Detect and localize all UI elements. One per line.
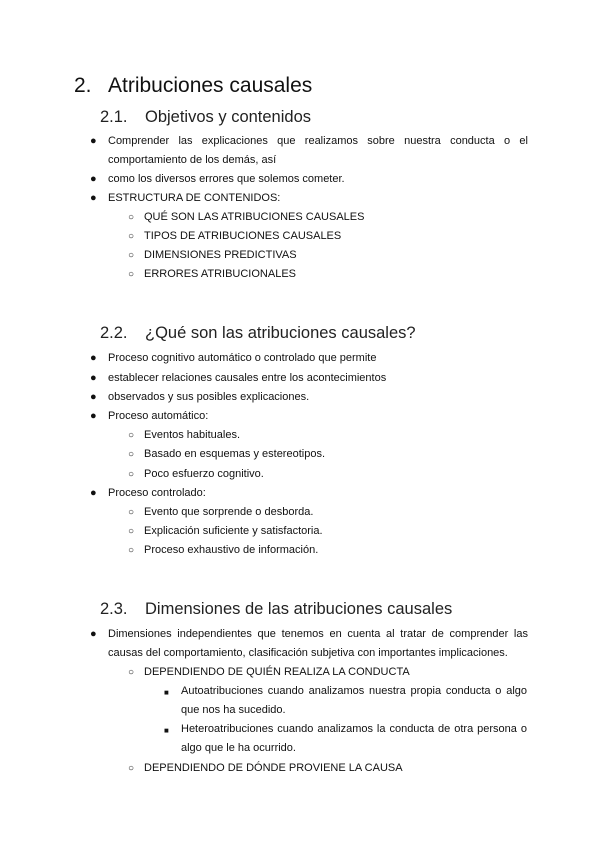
subsection-number: 2.1.: [100, 108, 128, 126]
sublist-item: Eventos habituales.: [144, 429, 241, 441]
subsublist-item: Autoatribuciones cuando analizamos nuestra propia conducta o algo: [181, 685, 527, 697]
circle-bullet-icon: ○: [128, 469, 135, 480]
section-heading: [74, 72, 312, 100]
circle-bullet-icon: ○: [128, 526, 135, 537]
circle-bullet-icon: ○: [128, 430, 135, 441]
list-item: Proceso automático:: [108, 410, 209, 422]
square-bullet-icon: ■: [164, 726, 169, 735]
list-item: Proceso controlado:: [108, 487, 206, 499]
list-item-continuation: comportamiento de los demás, así: [108, 154, 277, 166]
circle-bullet-icon: ○: [128, 250, 135, 261]
sublist-item: Basado en esquemas y estereotipos.: [144, 448, 326, 460]
subsection-heading-objetivos: [100, 106, 311, 128]
circle-bullet-icon: ○: [128, 667, 135, 678]
bullet-icon: ●: [90, 410, 97, 422]
subsection-number: 2.2.: [100, 324, 128, 342]
bullet-icon: ●: [90, 352, 97, 364]
circle-bullet-icon: ○: [128, 449, 135, 460]
subsublist-item-continuation: que nos ha sucedido.: [181, 704, 286, 716]
list-item: como los diversos errores que solemos cometer.: [108, 173, 345, 185]
list-item: Comprender las explicaciones que realizamos sobre nuestra conducta o el: [108, 135, 528, 147]
circle-bullet-icon: ○: [128, 763, 135, 774]
list-item: Proceso cognitivo automático o controlado que permite: [108, 352, 377, 364]
subsection-number: 2.3.: [100, 600, 128, 618]
sublist-item: Explicación suficiente y satisfactoria.: [144, 525, 323, 537]
subsublist-item: Heteroatribuciones cuando analizamos la conducta de otra persona o: [181, 723, 527, 735]
square-bullet-icon: ■: [164, 688, 169, 697]
section-number: 2.: [74, 74, 92, 97]
sublist-item: DIMENSIONES PREDICTIVAS: [144, 249, 297, 261]
list-item: ESTRUCTURA DE CONTENIDOS:: [108, 192, 281, 204]
list-item: observados y sus posibles explicaciones.: [108, 391, 310, 403]
sublist-item: ERRORES ATRIBUCIONALES: [144, 268, 296, 280]
circle-bullet-icon: ○: [128, 545, 135, 556]
list-item: Dimensiones independientes que tenemos en cuenta al tratar de comprender las: [108, 628, 528, 640]
bullet-icon: ●: [90, 192, 97, 204]
bullet-icon: ●: [90, 173, 97, 185]
bullet-icon: ●: [90, 487, 97, 499]
sublist-item: Poco esfuerzo cognitivo.: [144, 468, 264, 480]
bullet-icon: ●: [90, 135, 97, 147]
circle-bullet-icon: ○: [128, 212, 135, 223]
subsection-title: Objetivos y contenidos: [145, 108, 312, 126]
section-title: Atribuciones causales: [108, 74, 313, 97]
bullet-icon: ●: [90, 391, 97, 403]
sublist-item: Evento que sorprende o desborda.: [144, 506, 314, 518]
subsection-heading-que-son: [100, 322, 416, 344]
list-item: establecer relaciones causales entre los acontecimientos: [108, 372, 387, 384]
subsublist-item-continuation: algo que le ha ocurrido.: [181, 742, 296, 754]
sublist-item: QUÉ SON LAS ATRIBUCIONES CAUSALES: [144, 211, 365, 223]
sublist-item: DEPENDIENDO DE QUIÉN REALIZA LA CONDUCTA: [144, 666, 410, 678]
list-item-continuation: causas del comportamiento, clasificación subjetiva con importantes implicaciones.: [108, 647, 508, 659]
bullet-icon: ●: [90, 628, 97, 640]
subsection-heading-dimensiones: [100, 598, 452, 620]
sublist-item: DEPENDIENDO DE DÓNDE PROVIENE LA CAUSA: [144, 762, 403, 774]
subsection-title: ¿Qué son las atribuciones causales?: [145, 324, 416, 342]
circle-bullet-icon: ○: [128, 507, 135, 518]
sublist-item: TIPOS DE ATRIBUCIONES CAUSALES: [144, 230, 342, 242]
sublist-item: Proceso exhaustivo de información.: [144, 544, 319, 556]
subsection-title: Dimensiones de las atribuciones causales: [145, 600, 453, 618]
circle-bullet-icon: ○: [128, 269, 135, 280]
circle-bullet-icon: ○: [128, 231, 135, 242]
bullet-icon: ●: [90, 372, 97, 384]
